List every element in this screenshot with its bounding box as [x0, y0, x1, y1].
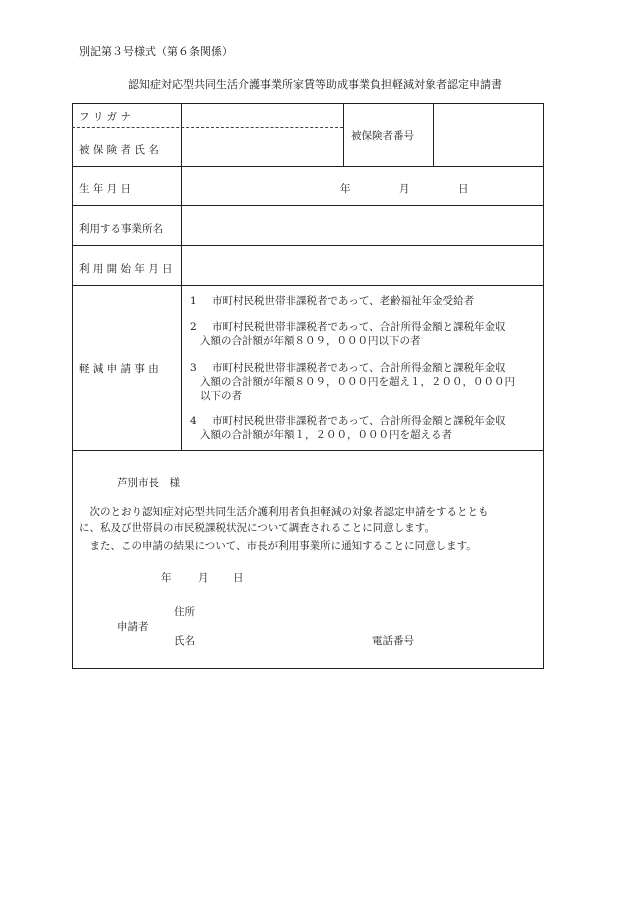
applicant-label: 申請者	[117, 621, 149, 633]
furigana-divider	[72, 127, 343, 128]
row-divider-2	[72, 205, 544, 206]
reason-item-4: 4 市町村民税世帯非課税者であって、合計所得金額と課税年金収 入額の合計額が年額１，２００，０００円を超える者	[190, 415, 506, 441]
furigana-label: フ リ ガ ナ	[79, 111, 132, 123]
reason-item-1: 1 市町村民税世帯非課税者であって、老齢福祉年金受給者	[190, 295, 475, 307]
document-title: 認知症対応型共同生活介護事業所家賃等助成事業負担軽減対象者認定申請書	[128, 78, 502, 91]
declaration-paragraph-2: また、この申請の結果について、市長が利用事業所に通知することに同意します。	[79, 540, 477, 552]
row-divider-3	[72, 245, 544, 246]
insured-number-right-divider	[433, 103, 434, 166]
form-label: 別記第３号様式（第６条関係）	[79, 45, 233, 58]
facility-name-label: 利用する事業所名	[79, 223, 163, 235]
applicant-address-label: 住所	[174, 606, 195, 618]
birthdate-day: 日	[458, 183, 469, 195]
application-date-month: 月	[198, 572, 209, 584]
declaration-paragraph-1: 次のとおり認知症対応型共同生活介護利用者負担軽減の対象者認定申請をするととも に、私及び世帯員の市民税課税状況について調査されることに同意します。	[79, 506, 489, 534]
application-date-day: 日	[233, 572, 244, 584]
applicant-name-label: 氏名	[174, 635, 195, 647]
phone-number-label: 電話番号	[372, 635, 414, 647]
row-divider-1	[72, 166, 544, 167]
row-divider-4	[72, 285, 544, 286]
insured-number-left-divider	[343, 103, 344, 166]
insured-number-label: 被保険者番号	[351, 130, 414, 142]
insured-name-label: 被 保 険 者 氏 名	[79, 144, 159, 156]
reduction-reason-label: 軽 減 申 請 事 由	[79, 363, 159, 375]
row-divider-5	[72, 450, 544, 451]
birthdate-label: 生 年 月 日	[79, 183, 132, 195]
birthdate-month: 月	[399, 183, 410, 195]
start-date-label: 利 用 開 始 年 月 日	[79, 263, 173, 275]
label-column-divider	[181, 103, 182, 450]
application-date-year: 年	[161, 572, 172, 584]
addressee: 芦別市長 様	[117, 477, 180, 489]
birthdate-year: 年	[340, 183, 351, 195]
reason-item-3: 3 市町村民税世帯非課税者であって、合計所得金額と課税年金収 入額の合計額が年額８０９，０００円を超え１，２００，０００円 以下の者	[190, 362, 515, 402]
reason-item-2: 2 市町村民税世帯非課税者であって、合計所得金額と課税年金収 入額の合計額が年額８０９，０００円以下の者	[190, 321, 506, 347]
